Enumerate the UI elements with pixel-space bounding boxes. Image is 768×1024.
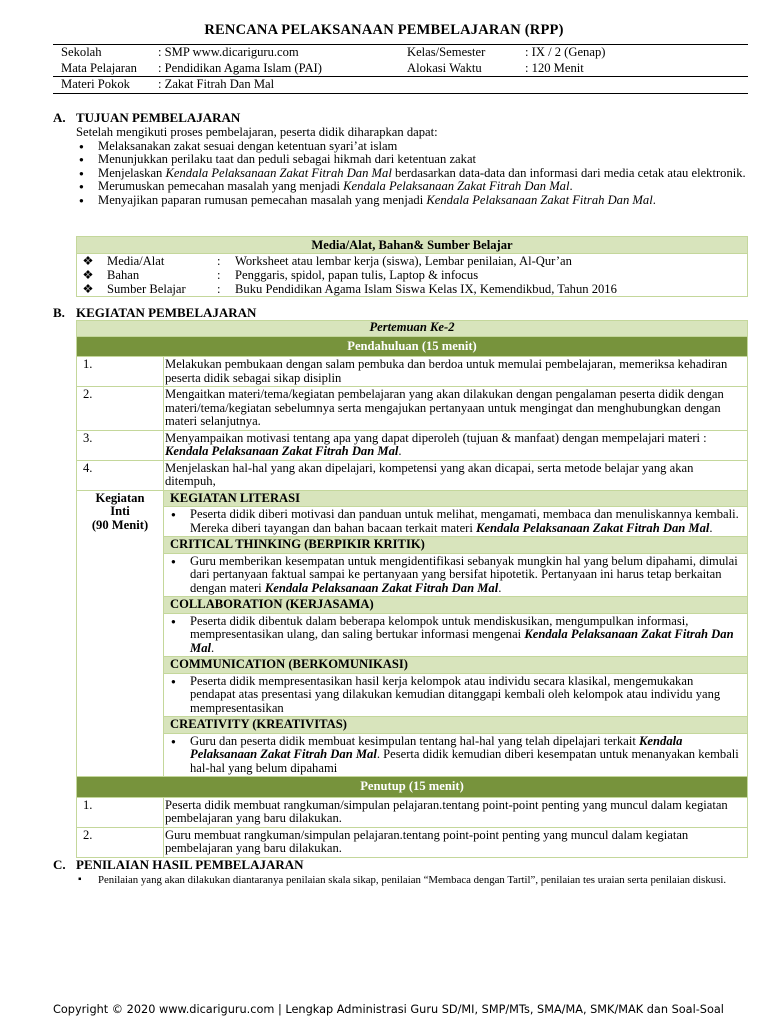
text-part: . Peserta didik kemudian diberi kesempatan untuk menanyakan kembali hal-hal yang belum dipahami: [190, 747, 739, 775]
text-part: Merumuskan pemecahan masalah yang menjadi: [98, 179, 344, 193]
text-part: Melaksanakan zakat sesuai dengan ketentuan syari’at islam: [98, 138, 398, 153]
inti-heading: CRITICAL THINKING (BERPIKIR KRITIK): [164, 537, 748, 554]
text-part: Guru dan peserta didik membuat kesimpulan tentang hal-hal yang telah dipelajari terkait: [190, 733, 640, 748]
materi-emphasis: Kendala Pelaksanaan Zakat Fitrah Dan Mal: [190, 627, 734, 655]
inti-item: [168, 675, 739, 716]
value-alokasi: : 120 Menit: [525, 60, 584, 75]
tujuan-item: [76, 140, 748, 154]
text-part: .: [569, 179, 573, 193]
label-alokasi: Alokasi Waktu: [407, 60, 482, 75]
text-part: .: [211, 640, 215, 655]
inti-list: [168, 675, 739, 716]
section-b-heading: B. KEGIATAN PEMBELAJARAN: [53, 305, 257, 320]
section-a-heading: A. TUJUAN PEMBELAJARAN: [53, 110, 241, 125]
materi-emphasis: Kendala Pelaksanaan Zakat Fitrah Dan Mal: [476, 520, 710, 535]
materi-emphasis: Kendala Pelaksanaan Zakat Fitrah Dan Mal: [343, 179, 570, 193]
inti-item: [168, 508, 739, 535]
inti-item: [168, 735, 739, 776]
label-kelas: Kelas/Semester: [407, 45, 486, 59]
inti-title-row: [77, 490, 748, 507]
inti-text: [164, 553, 748, 597]
inti-text: [164, 613, 748, 657]
row-number: 3.: [77, 430, 164, 460]
inti-heading: CREATIVITY (KREATIVITAS): [164, 717, 748, 734]
pendahuluan-text: [164, 430, 748, 460]
text-part: .: [652, 192, 656, 207]
inti-text: [164, 507, 748, 537]
label-mapel: Mata Pelajaran: [61, 60, 137, 75]
text-part: Mengaitkan materi/tema/kegiatan pembelajaran yang akan dilakukan dengan pengalaman peserta didik dengan materi/tema/kegiatan sebelumnya serta mengajukan pertanyaan untuk mengingat dan menghubungkan dengan materi selanjutnya.: [165, 387, 724, 428]
kegiatan-inti-label: [77, 490, 164, 777]
inti-title-row: [77, 657, 748, 674]
pendahuluan-row: [77, 460, 748, 490]
text-part: .: [398, 444, 402, 458]
diamond-bullet-icon: ❖: [82, 282, 94, 296]
media-value: Buku Pendidikan Agama Islam Siswa Kelas IX, Kemendikbud, Tahun 2016: [235, 282, 617, 296]
penutup-bar: Penutup (15 menit): [77, 777, 748, 798]
inti-title-row: [77, 717, 748, 734]
text-part: .: [709, 520, 713, 535]
media-row: [77, 282, 748, 297]
penilaian-list: [76, 873, 748, 887]
text-part: Guru memberikan kesempatan untuk mengidentifikasi sebanyak mungkin hal yang belum dipahami, dimulai dari pertanyaan faktual sampai ke pertanyaan yang bersifat hipotetik. Pertanyaan ini harus tetap berkaitan dengan materi: [190, 553, 738, 595]
inti-label-line: Kegiatan: [95, 490, 145, 505]
materi-emphasis: Kendala Pelaksanaan Zakat Fitrah Dan Mal: [165, 444, 399, 458]
tujuan-item: [76, 153, 748, 167]
materi-emphasis: Kendala Pelaksanaan Zakat Fitrah Dan Mal: [165, 165, 392, 180]
materi-emphasis: Kendala Pelaksanaan Zakat Fitrah Dan Mal: [264, 580, 499, 595]
media-label: Media/Alat: [107, 254, 165, 268]
inti-text: [164, 733, 748, 777]
pertemuan-label: Pertemuan Ke-2: [77, 321, 748, 337]
inti-label-line: (90 Menit): [91, 517, 149, 532]
value-sekolah: : SMP www.dicariguru.com: [158, 45, 299, 59]
row-number: 1.: [77, 797, 164, 827]
inti-item: [168, 615, 739, 656]
row-number: 2.: [77, 387, 164, 431]
inti-item: [168, 555, 739, 596]
pendahuluan-bar: Pendahuluan (15 menit): [77, 336, 748, 357]
value-kelas: : IX / 2 (Genap): [525, 45, 606, 59]
inti-body-row: [77, 507, 748, 537]
inti-label-line: Inti: [110, 504, 130, 518]
info-table: [53, 44, 748, 94]
text-part: Peserta didik diberi motivasi dan panduan untuk melihat, mengamati, membaca dan menuliskannya kembali. Mereka diberi tayangan dan bahan bacaan terkait materi: [190, 507, 739, 535]
media-separator: :: [217, 282, 221, 296]
media-row: [77, 268, 748, 282]
inti-body-row: [77, 553, 748, 597]
media-value: Worksheet atau lembar kerja (siswa), Lembar penilaian, Al-Qur’an: [235, 254, 572, 268]
tujuan-item: [76, 180, 748, 194]
inti-list: [168, 555, 739, 596]
inti-list: [168, 508, 739, 535]
text-part: Menyajikan paparan rumusan pemecahan masalah yang menjadi: [98, 192, 427, 207]
penutup-text: Guru membuat rangkuman/simpulan pelajaran.tentang point-point penting yang muncul dalam kegiatan pembelajaran yang baru dilakukan.: [164, 827, 748, 857]
media-separator: :: [217, 254, 221, 268]
pendahuluan-row: [77, 387, 748, 431]
footer-copyright: Copyright © 2020 www.dicariguru.com | Lengkap Administrasi Guru SD/MI, SMP/MTs, SMA/MA, SMK/MAK dan Soal-Soal: [53, 1003, 724, 1016]
inti-body-row: [77, 733, 748, 777]
row-number: 1.: [77, 357, 164, 387]
row-number: 4.: [77, 460, 164, 490]
tujuan-list: [76, 140, 748, 208]
kegiatan-table: [76, 320, 748, 858]
document-title: RENCANA PELAKSANAAN PEMBELAJARAN (RPP): [204, 22, 564, 38]
label-sekolah: Sekolah: [61, 45, 102, 59]
media-label: Bahan: [107, 268, 140, 282]
inti-heading: COMMUNICATION (BERKOMUNIKASI): [164, 657, 748, 674]
inti-text: [164, 673, 748, 717]
materi-emphasis: Kendala Pelaksanaan Zakat Fitrah Dan Mal: [190, 733, 683, 761]
pendahuluan-text: [164, 387, 748, 431]
text-part: Melakukan pembukaan dengan salam pembuka dan berdoa untuk memulai pembelajaran, memeriksa kehadiran peserta didik sebagai sikap disiplin: [165, 357, 728, 385]
row-number: 2.: [77, 827, 164, 857]
inti-title-row: [77, 537, 748, 554]
tujuan-item: [76, 167, 748, 181]
inti-heading: KEGIATAN LITERASI: [164, 490, 748, 507]
penilaian-item: ▪ Penilaian yang akan dilakukan diantaranya penilaian skala sikap, penilaian “Membaca dengan Tartil”, penilaian tes uraian serta penilaian diskusi.: [76, 873, 748, 887]
media-row: [77, 254, 748, 269]
label-materi: Materi Pokok: [53, 77, 150, 94]
text-part: Peserta didik dibentuk dalam beberapa kelompok untuk mendiskusikan, mengumpulkan informasi, mempresentasikan ulang, dan saling bertukar informasi mengenai: [190, 613, 689, 641]
text-part: Menyampaikan motivasi tentang apa yang dapat diperoleh (tujuan & manfaat) dengan mempelajari materi :: [165, 430, 707, 445]
media-label: Sumber Belajar: [107, 282, 186, 296]
text-part: Peserta didik mempresentasikan hasil kerja kelompok atau individu secara klasikal, mengemukakan pendapat atas presentasi yang dilakukan kemudian ditanggapi kembali oleh kelompok atau individu yang mempresentasikan: [190, 673, 721, 715]
tujuan-block: [76, 126, 748, 207]
text-part: Menjelaskan: [98, 165, 166, 180]
media-table: [76, 236, 748, 297]
pendahuluan-text: [164, 357, 748, 387]
inti-title-row: [77, 597, 748, 614]
inti-list: [168, 615, 739, 656]
pendahuluan-row: [77, 430, 748, 460]
pendahuluan-text: [164, 460, 748, 490]
tujuan-intro: Setelah mengikuti proses pembelajaran, peserta didik diharapkan dapat:: [76, 125, 438, 139]
inti-body-row: [77, 673, 748, 717]
section-c-heading: C. PENILAIAN HASIL PEMBELAJARAN: [53, 857, 304, 872]
inti-heading: COLLABORATION (KERJASAMA): [164, 597, 748, 614]
pendahuluan-row: [77, 357, 748, 387]
penilaian-block: [76, 873, 748, 887]
penutup-row: [77, 827, 748, 857]
inti-body-row: [77, 613, 748, 657]
materi-emphasis: Kendala Pelaksanaan Zakat Fitrah Dan Mal: [426, 192, 653, 207]
text-part: berdasarkan data-data dan informasi dari media cetak atau elektronik.: [391, 165, 746, 180]
penutup-row: [77, 797, 748, 827]
diamond-bullet-icon: ❖: [82, 254, 94, 268]
text-part: Menunjukkan perilaku taat dan peduli sebagai hikmah dari ketentuan zakat: [98, 152, 477, 166]
tujuan-item: [76, 194, 748, 208]
media-value: Penggaris, spidol, papan tulis, Laptop & infocus: [235, 268, 479, 282]
value-mapel: : Pendidikan Agama Islam (PAI): [158, 60, 322, 75]
penutup-text: Peserta didik membuat rangkuman/simpulan pelajaran.tentang point-point penting yang muncul dalam kegiatan pembelajaran yang baru dilakukan.: [164, 797, 748, 827]
media-separator: :: [217, 268, 221, 282]
value-materi: : Zakat Fitrah Dan Mal: [150, 77, 748, 94]
inti-list: [168, 735, 739, 776]
text-part: .: [498, 580, 502, 595]
diamond-bullet-icon: ❖: [82, 268, 94, 282]
media-heading: Media/Alat, Bahan& Sumber Belajar: [77, 237, 748, 254]
text-part: Menjelaskan hal-hal yang akan dipelajari, kompetensi yang akan dicapai, serta metode belajar yang akan ditempuh,: [165, 460, 694, 488]
